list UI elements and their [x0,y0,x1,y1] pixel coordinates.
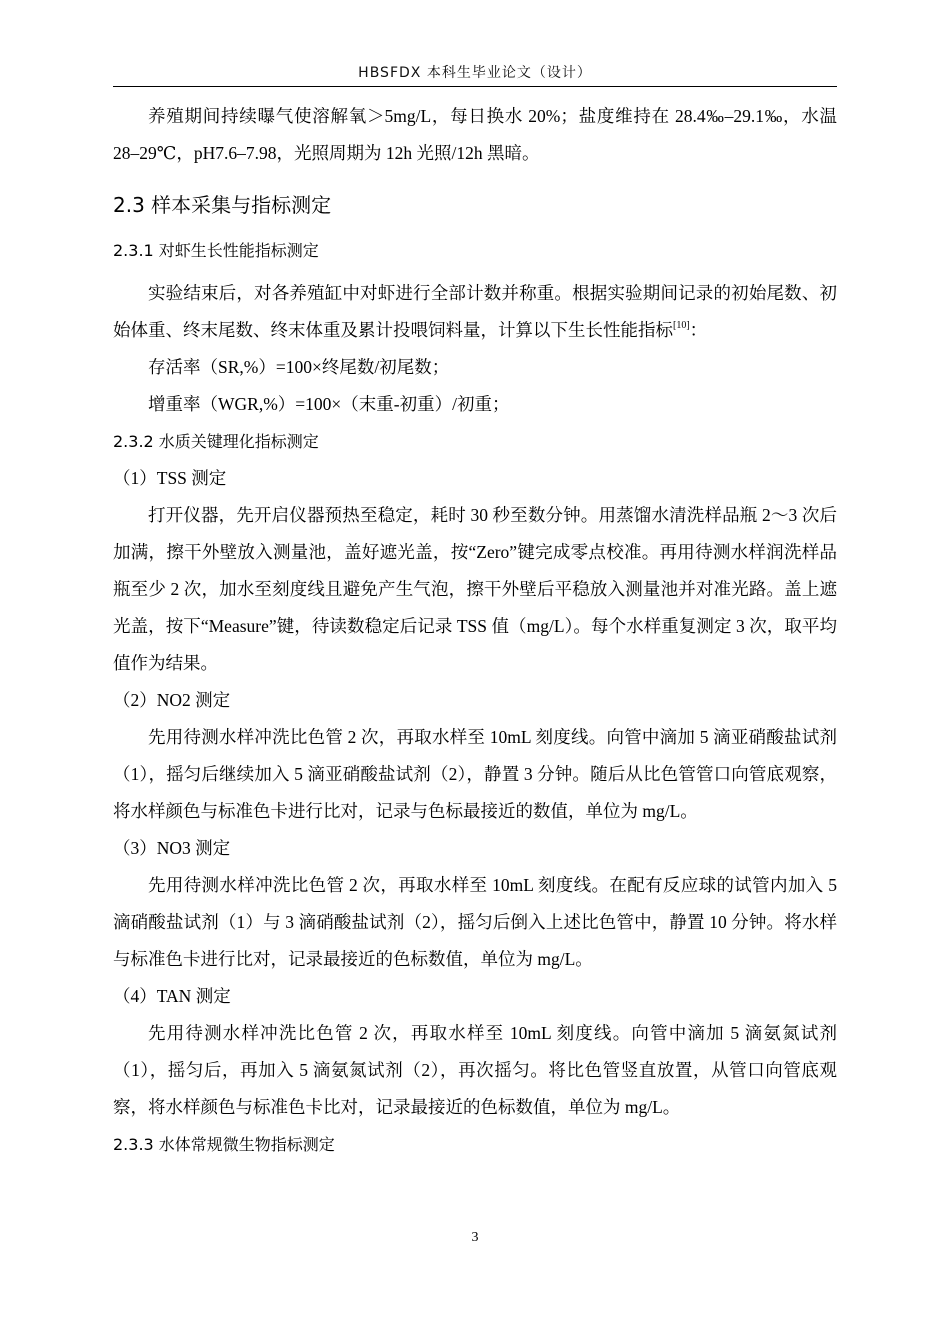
list-item-no2: （2）NO2 测定 [113,690,231,710]
paragraph-tss-method: 打开仪器，先开启仪器预热至稳定，耗时 30 秒至数分钟。用蒸馏水清洗样品瓶 2～3 次后加满，擦干外壁放入测量池，盖好遮光盖，按“Zero”键完成零点校准。再用待测水样润洗样品瓶至少 2 次，加水至刻度线且避免产生气泡，擦干外壁后平稳放入测量池并对准光路。盖上遮光盖，按下“Measure”键，待读数稳定后记录 TSS 值（mg/L）。每个水样重复测定 3 次，取平均值作为结果。 [113,505,837,673]
page-body [113,98,837,1163]
formula-survival-rate: 存活率（SR,%）=100×终尾数/初尾数； [148,357,450,377]
list-item-no3: （3）NO3 测定 [113,838,231,858]
paragraph-culture-conditions: 养殖期间持续曝气使溶解氧＞5mg/L，每日换水 20%；盐度维持在 28.4‰–29.1‰，水温 28–29℃，pH7.6–7.98，光照周期为 12h 光照/12h 黑暗。 [113,106,837,163]
section-heading-2-3: 2.3 样本采集与指标测定 [113,193,332,217]
subsection-heading-2-3-1: 2.3.1 对虾生长性能指标测定 [113,241,319,260]
formula-weight-gain-rate: 增重率（WGR,%）=100×（末重-初重）/初重； [148,394,510,414]
paragraph-growth-performance [113,275,837,349]
page-header: HBSFDX 本科生毕业论文（设计） [358,65,592,81]
page-number: 3 [471,1230,479,1245]
paragraph-tan-method: 先用待测水样冲洗比色管 2 次，再取水样至 10mL 刻度线。向管中滴加 5 滴氨氮试剂（1），摇匀后，再加入 5 滴氨氮试剂（2），再次摇匀。将比色管竖直放置，从管口向管底观察，将水样颜色与标准色卡比对，记录最接近的色标数值，单位为 mg/L。 [113,1023,837,1117]
paragraph-growth-end: ： [689,320,708,340]
paragraph-growth-text: 实验结束后，对各养殖缸中对虾进行全部计数并称重。根据实验期间记录的初始尾数、初始体重、终末尾数、终末体重及累计投喂饲料量，计算以下生长性能指标 [113,283,837,340]
header-rule [113,86,837,87]
subsection-heading-2-3-3: 2.3.3 水体常规微生物指标测定 [113,1135,335,1154]
list-item-tss: （1）TSS 测定 [113,468,227,488]
subsection-heading-2-3-2: 2.3.2 水质关键理化指标测定 [113,432,319,451]
paragraph-no3-method: 先用待测水样冲洗比色管 2 次，再取水样至 10mL 刻度线。在配有反应球的试管内加入 5 滴硝酸盐试剂（1）与 3 滴硝酸盐试剂（2），摇匀后倒入上述比色管中，静置 10 分钟。将水样与标准色卡进行比对，记录最接近的色标数值，单位为 mg/L。 [113,875,837,969]
list-item-tan: （4）TAN 测定 [113,986,231,1006]
citation-ref: [10] [673,320,690,331]
paragraph-no2-method: 先用待测水样冲洗比色管 2 次，再取水样至 10mL 刻度线。向管中滴加 5 滴亚硝酸盐试剂（1），摇匀后继续加入 5 滴亚硝酸盐试剂（2），静置 3 分钟。随后从比色管管口向管底观察，将水样颜色与标准色卡进行比对，记录与色标最接近的数值，单位为 mg/L。 [113,727,837,821]
